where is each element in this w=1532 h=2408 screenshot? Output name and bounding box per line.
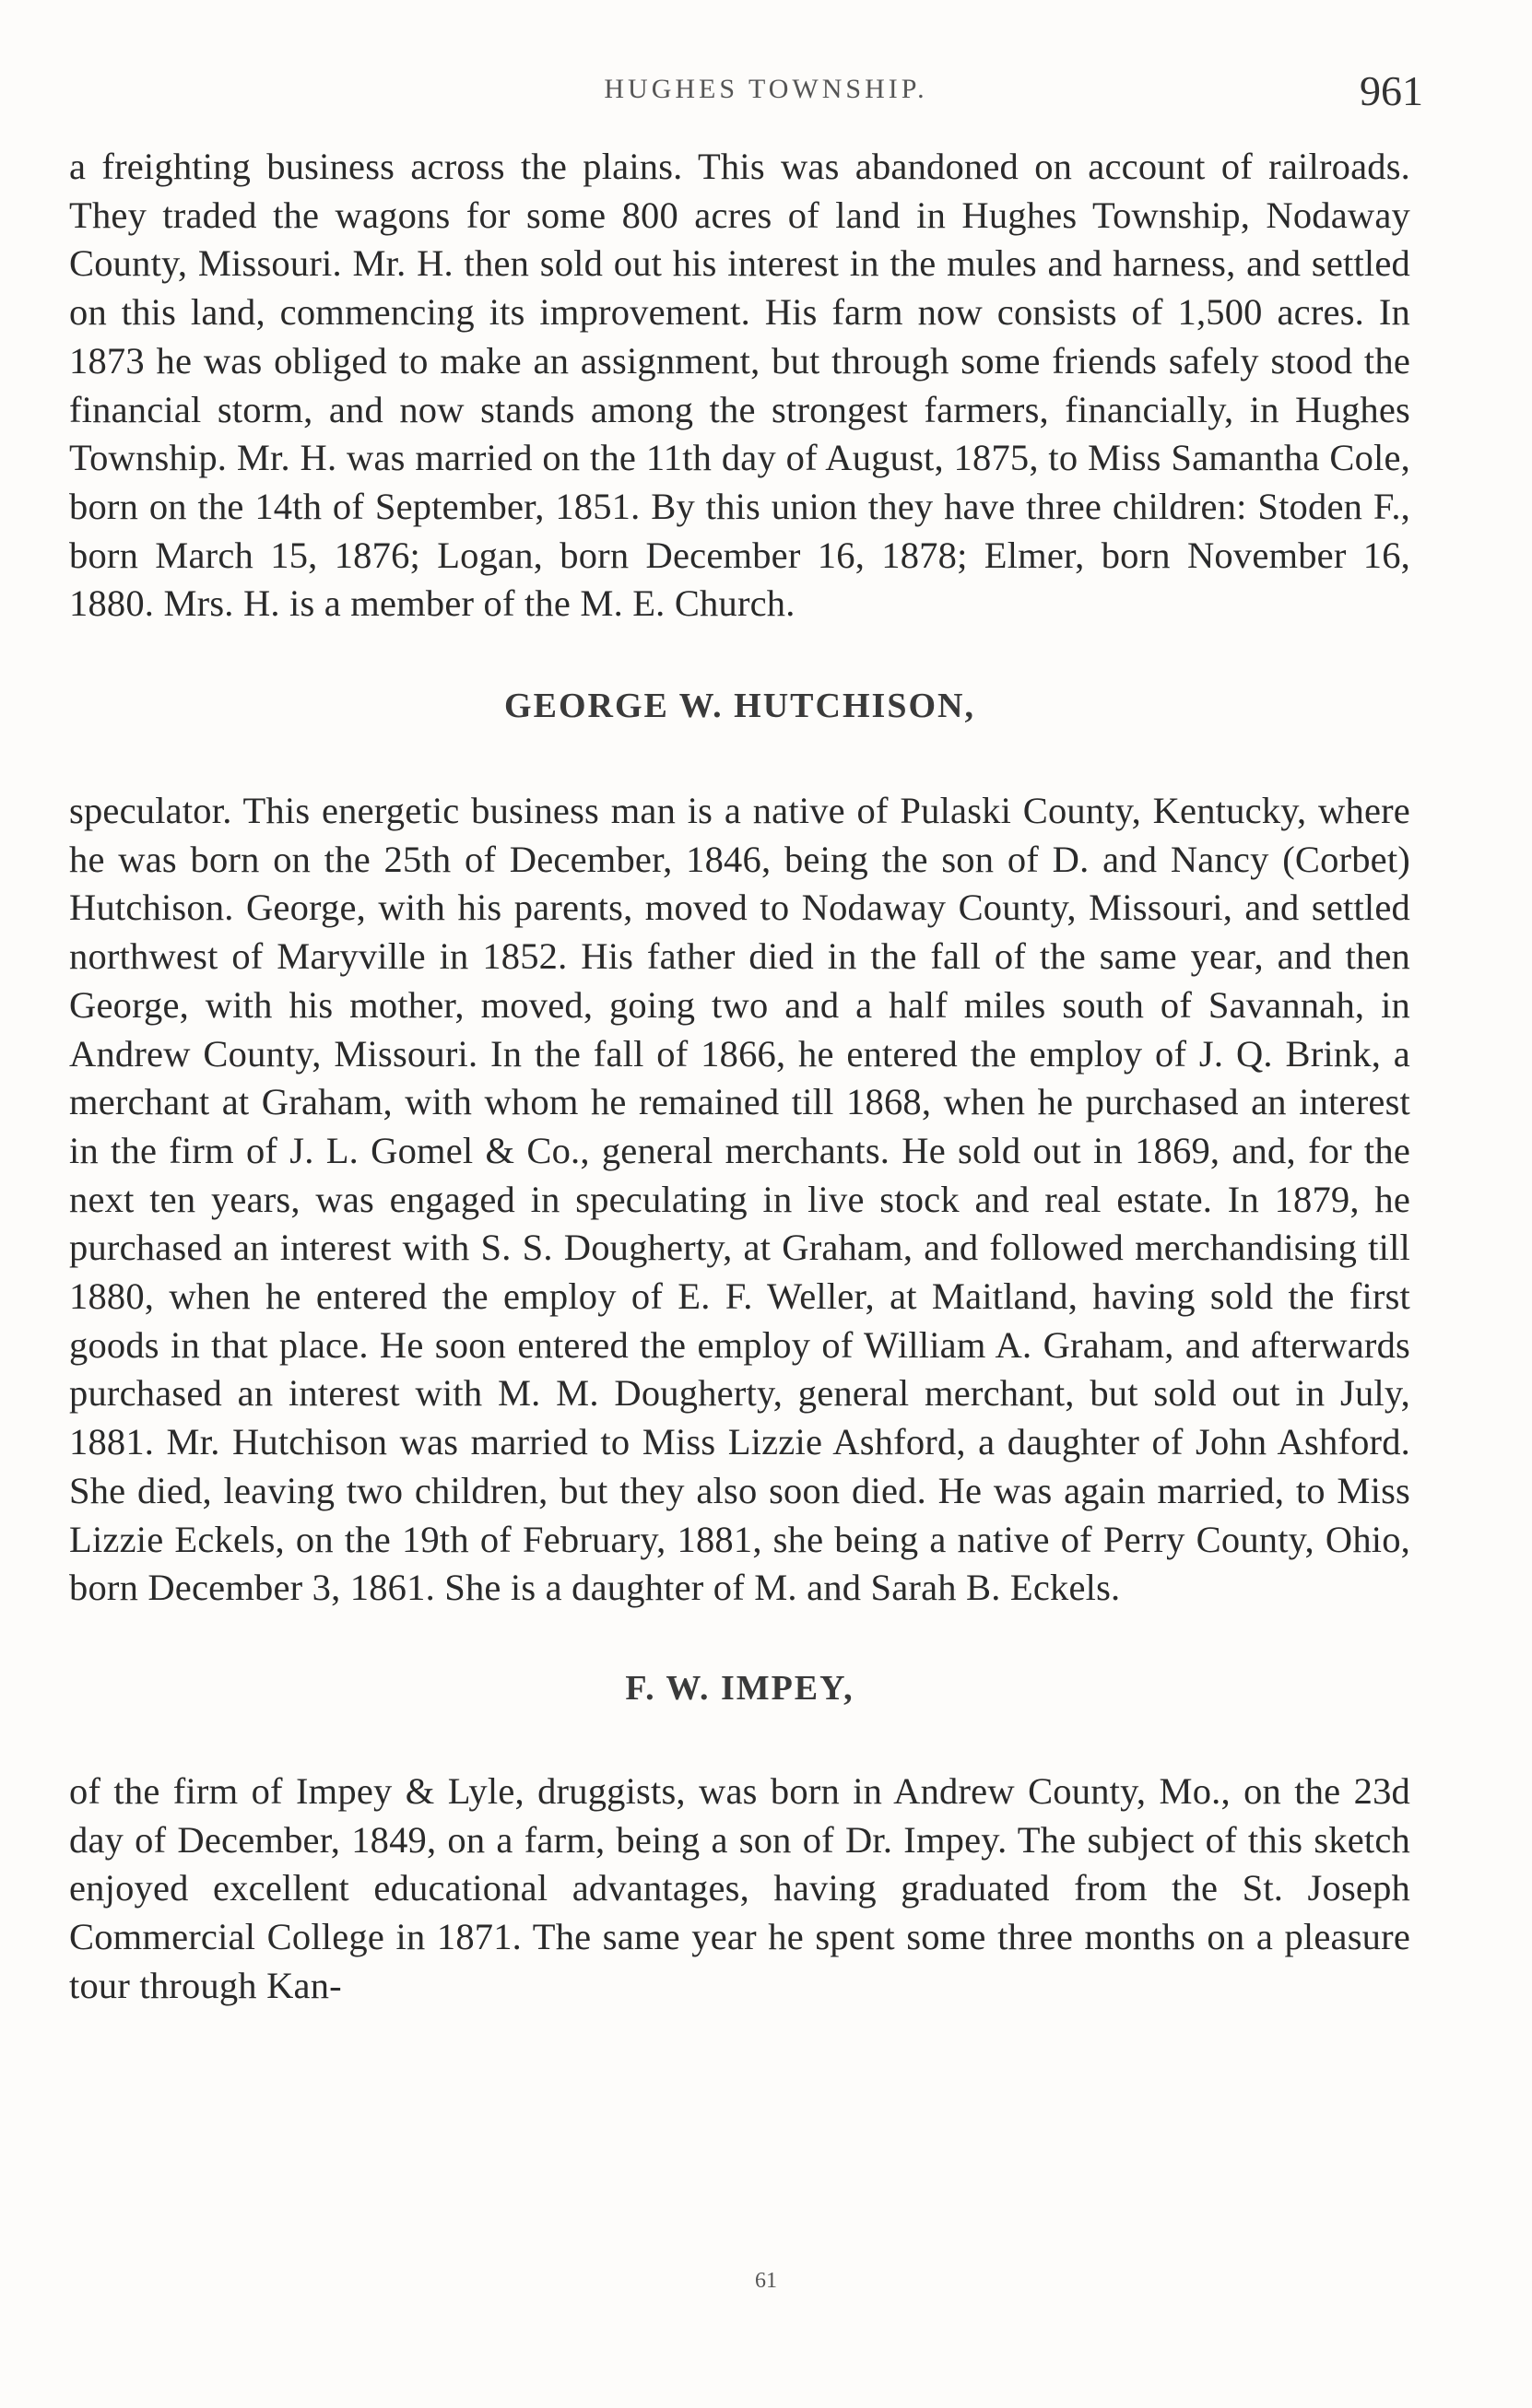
continued-paragraph: a freighting business across the plains. This was abandoned on account of railroads. They traded the wagons for some 800 acres of land in Hughes Township, Nodaway County, Missouri. Mr. H. then sold out his interest in the mules and harness, and settled on this land, commencing its improvement. His farm now consists of 1,500 acres. In 1873 he was obliged to make an assignment, but through some friends safely stood the financial storm, and now stands among the strongest farmers, financially, in Hughes Township. Mr. H. was married on the 11th day of August, 1875, to Miss Samantha Cole, born on the 14th of September, 1851. By this union they have three children: Stoden F., born March 15, 1876; Logan, born December 16, 1878; Elmer, born November 16, 1880. Mrs. H. is a member of the M. E. Church. [69,146,1410,625]
section-heading-impey: F. W. IMPEY, [625,1668,854,1708]
body-text [69,143,1410,2011]
signature-mark: 61 [755,2269,777,2293]
section-heading-hutchison: GEORGE W. HUTCHISON, [504,687,975,726]
hutchison-paragraph: speculator. This energetic business man is a native of Pulaski County, Kentucky, where he was born on the 25th of December, 1846, being the son of D. and Nancy (Corbet) Hutchison. George, with his parents, moved to Nodaway County, Missouri, and settled northwest of Maryville in 1852. His father died in the fall of the same year, and then George, with his mother, moved, going two and a half miles south of Savannah, in Andrew County, Missouri. In the fall of 1866, he entered the employ of J. Q. Brink, a merchant at Graham, with whom he remained till 1868, when he purchased an interest in the firm of J. L. Gomel & Co., general merchants. He sold out in 1869, and, for the next ten years, was engaged in speculating in live stock and real estate. In 1879, he purchased an interest with S. S. Dougherty, at Graham, and followed merchandising till 1880, when he entered the employ of E. F. Weller, at Maitland, having sold the first goods in that place. He soon entered the employ of William A. Graham, and afterwards purchased an interest with M. M. Dougherty, general merchant, but sold out in July, 1881. Mr. Hutchison was married to Miss Lizzie Ashford, a daughter of John Ashford. She died, leaving two children, but they also soon died. He was again married, to Miss Lizzie Eckels, on the 19th of February, 1881, she being a native of Perry County, Ohio, born December 3, 1861. She is a daughter of M. and Sarah B. Eckels. [69,790,1410,1609]
impey-paragraph: of the firm of Impey & Lyle, druggists, was born in Andrew County, Mo., on the 23d day of December, 1849, on a farm, being a son of Dr. Impey. The subject of this sketch enjoyed excellent educational advantages, having graduated from the St. Joseph Commercial College in 1871. The same year he spent some three months on a pleasure tour through Kan- [69,1769,1410,2006]
page-number: 961 [1360,67,1423,114]
running-head: HUGHES TOWNSHIP. [604,74,928,104]
